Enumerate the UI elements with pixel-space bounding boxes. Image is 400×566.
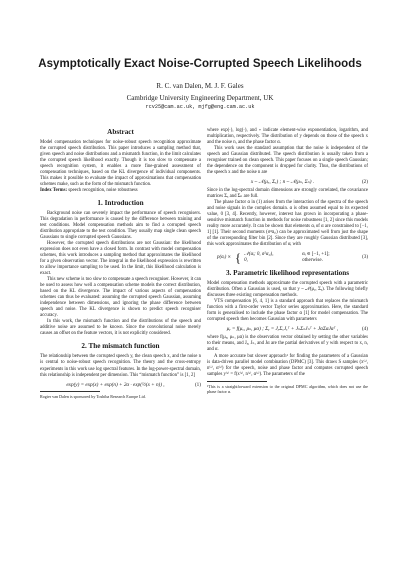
paper-emails: rcv25@cam.ac.uk, mjfg@eng.cam.ac.uk (145, 104, 255, 110)
footnote-right: ¹This is a straightforward extension to the original DPMC algorithm, which does not use the phase factor α. (207, 383, 368, 394)
right-paragraph-2: This work uses the standard assumption that the noise is independent of the speech and Gaussian distributed. The speech distribution is usually taken from a recogniser trained on clean speech. This paper focuses on a single speech Gaussian; the dependence on the component is dropped for clarity. Thus, the distributions of the speech x and the noise n are (207, 146, 368, 176)
mismatch-paragraph-1: The relationship between the corrupted speech y, the clean speech x, and the noise n is central to noise-robust speech recognition. The theory and the cross-entropy experiments in this work use log spectral features. In the log-power-spectral domain, this relationship is independent per dimension. This “mismatch function” is [1, 2] (40, 354, 201, 378)
equation-2-expression: x ~ 𝒩(μₓ, Σₓ) ; n ~ 𝒩(μₙ, Σₙ) . (250, 179, 315, 186)
parametric-paragraph-1: Model compensation methods approximate the corrupted speech with a parametric distribution. Often a Gaussian is used, so that y ~ 𝒩(μᵧ, Σᵧ). The following briefly discusses three existing compensation methods. (207, 281, 368, 299)
equation-1-number: (1) (194, 381, 201, 388)
paper-affiliation: Cambridge University Engineering Department, UK (126, 94, 274, 102)
equation-3-case-2-cond: otherwise. (302, 258, 323, 264)
right-paragraph-1: where exp(·), log(·), and ∘ indicate element-wise exponentiation, logarithm, and multiplication, respectively. The distribution of y depends on those of the speech x and the noise n, and the phase factor α. (207, 128, 368, 146)
equation-1-expression: exp(y) = exp(x) + exp(n) + 2α · exp(½(x + n)) , (66, 381, 165, 388)
abstract-heading: Abstract (107, 128, 134, 136)
paper-authors: R. C. van Dalen, M. J. F. Gales (156, 82, 244, 90)
equation-3-case-1-expr: 𝒩(αᵢ; 0, σ²α,ᵢ), (244, 252, 274, 258)
equation-3-case-1-cond: αᵢ ∈ [−1, +1]; (302, 252, 330, 258)
parametric-heading: 3. Parametric likelihood representations (225, 269, 350, 278)
equation-3 (207, 252, 368, 264)
equation-3-lhs: p(αᵢ) ∝ (217, 255, 231, 261)
footnote-rule-left (40, 391, 100, 392)
equation-1 (40, 382, 201, 388)
equation-3-number: (3) (362, 255, 368, 261)
equation-2 (207, 179, 368, 185)
footnote-rule-right (207, 381, 267, 382)
parametric-paragraph-2: VTS compensation [6, 4, 1] is a standard approach that replaces the mismatch function with a first-order vector Taylor series approximation. Here, the standard form is generalised to include the phase factor α [1] for model compensation. The corrupted speech then becomes Gaussian with parameters (207, 299, 368, 323)
abstract-text: Model compensation techniques for noise-robust speech recognition approximate the corrupted speech distribution. This paper introduces a sampling method that, given speech and noise distributions and a mismatch function, in the limit calculates the corrupted speech likelihood exactly. Though it is too slow to compensate a speech recognition system, it enables a more fine-grained assessment of compensation techniques, based on the KL divergence of individual components. This makes it possible to evaluate the impact of approximations that compensation schemes make, such as the form of the mismatch function. (40, 140, 201, 188)
equation-3-cases (244, 252, 330, 264)
parametric-paragraph-4: A more accurate but slower approach¹ for finding the parameters of a Gaussian is data-driven parallel model combination (DPMC) [3]. This draws S samples (x⁽ˢ⁾, n⁽ˢ⁾, α⁽ˢ⁾) for the speech, noise and phase factor and computes corrupted speech samples y⁽ˢ⁾ = f(x⁽ˢ⁾, n⁽ˢ⁾, α⁽ˢ⁾). The parameters of the (207, 353, 368, 377)
equation-2-number: (2) (361, 179, 368, 186)
right-column (207, 128, 368, 394)
introduction-heading: 1. Introduction (97, 199, 144, 208)
parametric-paragraph-3: where f(μₓ, μₙ, μα) is the observation vector obtained by setting the other variables to their means, and Jₓ, Jₙ, and Jα are the partial derivatives of y with respect to x, n, and α. (207, 335, 368, 353)
equation-4 (207, 326, 368, 332)
index-terms-text: speech recognition, noise robustness (68, 188, 138, 194)
left-column (40, 128, 201, 399)
mismatch-heading: 2. The mismatch function (81, 342, 160, 351)
intro-paragraph-4: In this work, the mismatch function and the distributions of the speech and additive noise are assumed to be known. Since the convolutional noise merely causes an offset on the feature vectors, it is not explicitly considered. (40, 319, 201, 337)
equation-3-brace: { (234, 250, 242, 266)
intro-paragraph-1: Background noise can severely impact the performance of speech recognisers. This degradation in performance is caused by the difference between training and test conditions. Model compensation methods aim to find a corrupted speech distribution appropriate to the test condition. They usually map single clean speech Gaussians to single corrupted speech Gaussians. (40, 211, 201, 241)
equation-3-case-2-expr: 0, (244, 258, 248, 264)
intro-paragraph-2: However, the corrupted speech distributions are not Gaussian: the likelihood expression does not even have a closed form. In contrast with model compensation schemes, this work introduces a sampling method that approximates the likelihood for a given observation vector. The integral in the likelihood expression is rewritten to allow importance sampling to be used. In the limit, this likelihood calculation is exact. (40, 241, 201, 277)
equation-4-expression: μᵧ = f(μₓ, μₙ, μα) ; Σᵧ = JₓΣₓJₓᵀ + JₙΣₙJₙᵀ + JαΣαJαᵀ , (226, 326, 339, 333)
footnote-left: Rogier van Dalen is sponsored by Toshiba Research Europe Ltd. (40, 393, 146, 399)
equation-4-number: (4) (361, 326, 368, 333)
paper-title: Asymptotically Exact Noise-Corrupted Speech Likelihoods (38, 58, 362, 70)
index-terms (40, 188, 201, 194)
intro-paragraph-3: This new scheme is too slow to compensate a speech recogniser. However, it can be used to assess how well a compensation scheme models the correct distribution, based on the KL divergence. The impact of various aspects of compensation schemes can thus be evaluated: assuming the corrupted speech Gaussian, assuming independence between dimensions, and ignoring the phase difference between speech and noise. The KL divergence is shown to predict speech recogniser accuracy. (40, 277, 201, 319)
index-terms-label: Index Terms: (40, 188, 68, 194)
abstract (40, 140, 201, 194)
right-paragraph-3: Since in the log-spectral domain dimensions are strongly correlated, the covariance matrices Σₓ and Σₙ are full. (207, 188, 368, 200)
right-paragraph-4: The phase factor α in (1) arises from the interaction of the spectra of the speech and noise signals in the complex domain. α is often assumed equal to its expected value, 0 [3, 4]. Recently, however, interest has grown in incorporating a phase-sensitive mismatch function in methods for noise robustness [1, 2] since this models reality more accurately. It can be shown that elements αᵢ of α are constrained to [−1, 1] [1]. Their second moments (σ²α,ᵢ) can be approximated well from just the shape of the corresponding filter bin [2]. Since they are roughly Gaussian distributed [3], this work approximates the distribution of αᵢ with (207, 200, 368, 248)
